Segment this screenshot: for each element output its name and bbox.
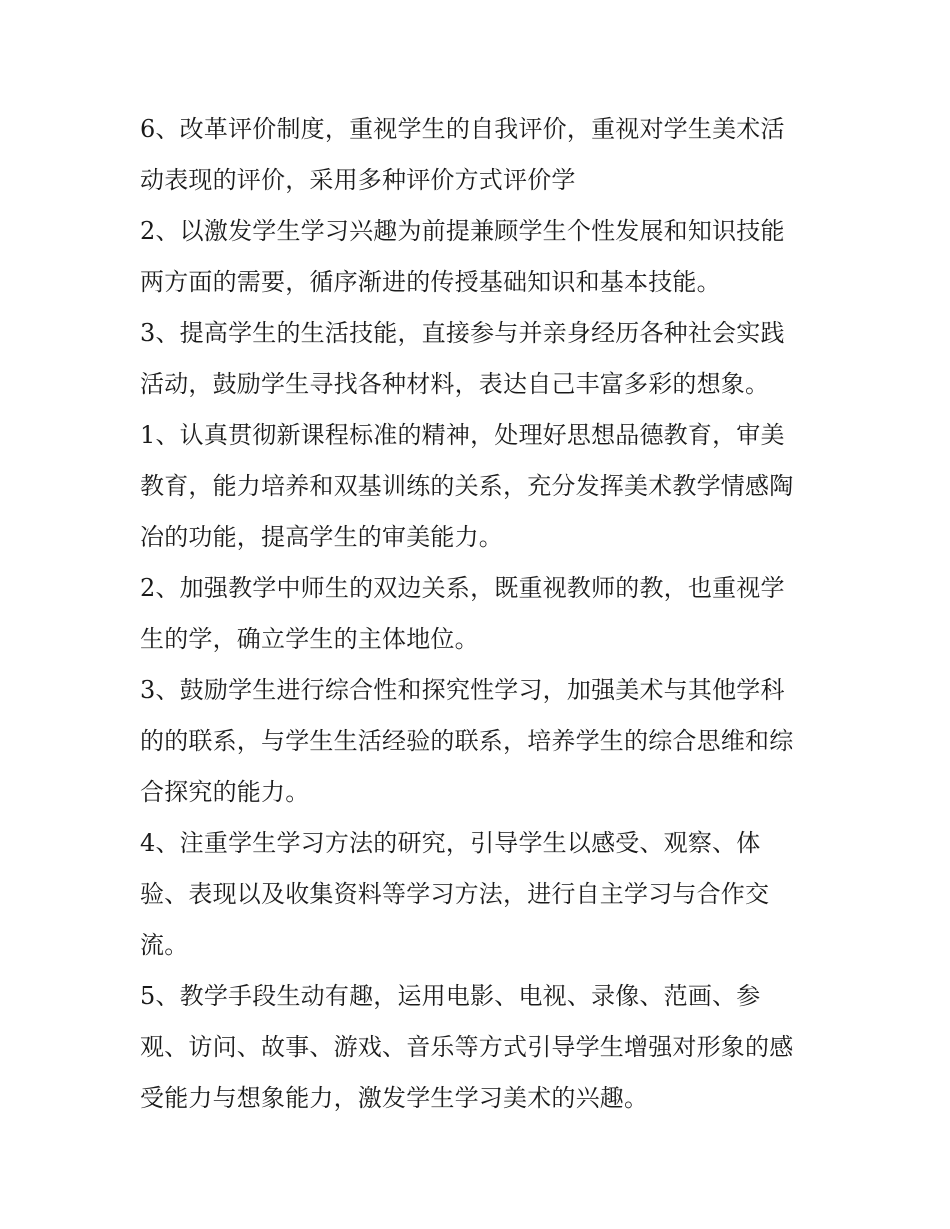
text-line: 冶的功能，提高学生的审美能力。 [140,523,503,551]
text-line: 3、提高学生的生活技能，直接参与并亲身经历各种社会实践 [140,319,785,347]
text-line: 4、注重学生学习方法的研究，引导学生以感受、观察、体 [140,829,761,857]
text-line: 1、认真贯彻新课程标准的精神，处理好思想品德教育，审美 [140,421,785,449]
text-line: 受能力与想象能力，激发学生学习美术的兴趣。 [140,1084,649,1112]
text-line: 的的联系，与学生生活经验的联系，培养学生的综合思维和综 [140,727,794,755]
text-line: 流。 [140,931,189,959]
text-line: 合探究的能力。 [140,778,310,806]
text-line: 2、加强教学中师生的双边关系，既重视教师的教，也重视学 [140,574,785,602]
document-body [140,104,820,1124]
text-line: 验、表现以及收集资料等学习方法，进行自主学习与合作交 [140,880,770,908]
text-line: 5、教学手段生动有趣，运用电影、电视、录像、范画、参 [140,982,761,1010]
text-line: 两方面的需要，循序渐进的传授基础知识和基本技能。 [140,268,721,296]
text-line: 3、鼓励学生进行综合性和探究性学习，加强美术与其他学科 [140,676,785,704]
text-line: 6、改革评价制度，重视学生的自我评价，重视对学生美术活 [140,115,785,143]
text-line: 观、访问、故事、游戏、音乐等方式引导学生增强对形象的感 [140,1033,794,1061]
text-line: 2、以激发学生学习兴趣为前提兼顾学生个性发展和知识技能 [140,217,785,245]
text-line: 教育，能力培养和双基训练的关系，充分发挥美术教学情感陶 [140,472,794,500]
text-line: 动表现的评价，采用多种评价方式评价学 [140,166,576,194]
text-line: 活动，鼓励学生寻找各种材料，表达自己丰富多彩的想象。 [140,370,770,398]
text-line: 生的学，确立学生的主体地位。 [140,625,479,653]
